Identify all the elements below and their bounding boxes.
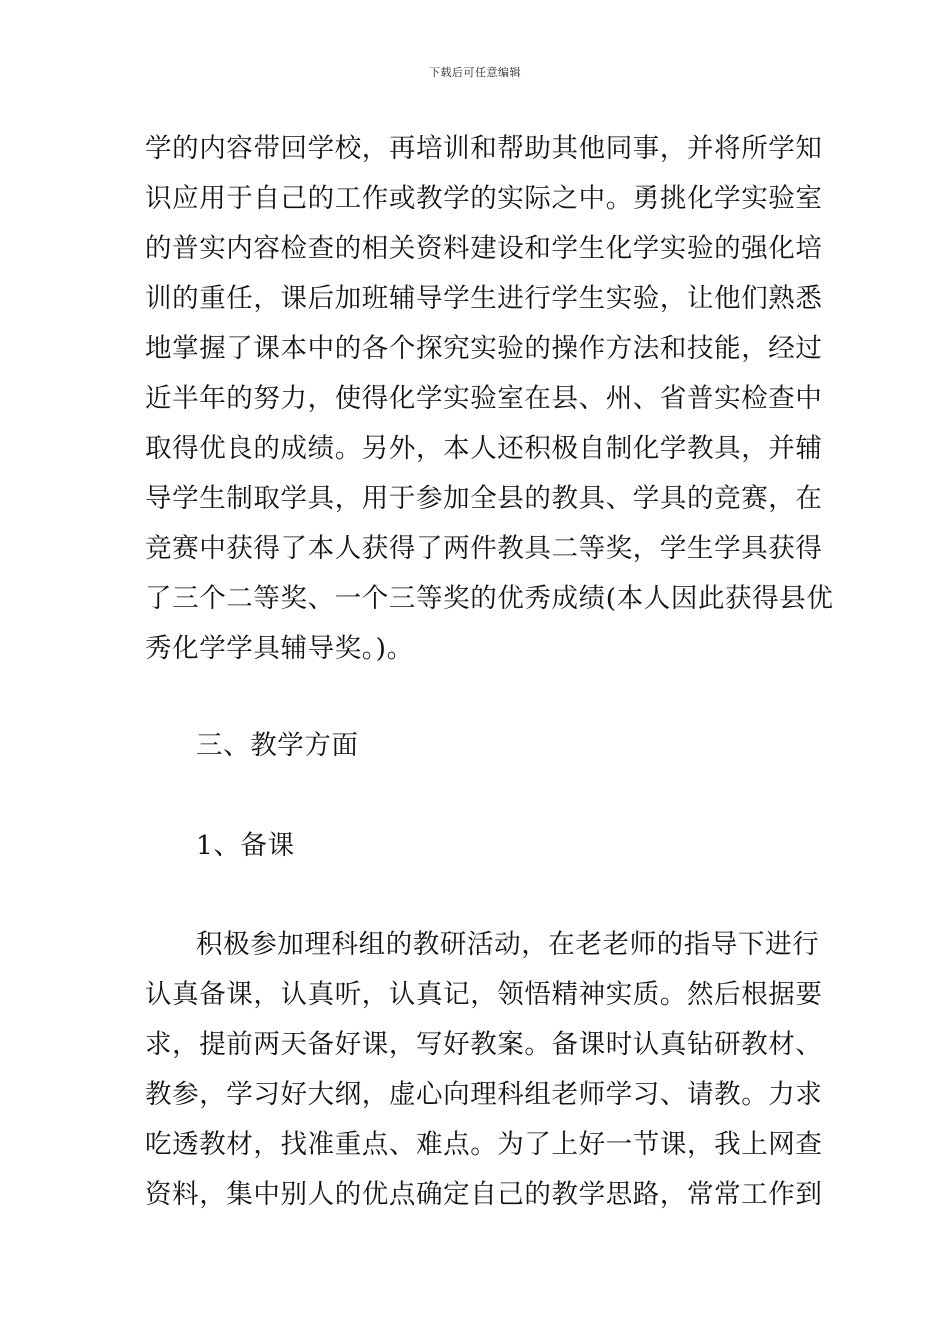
page-header: 下载后可任意编辑 [429, 66, 521, 79]
paragraph-line: 的普实内容检查的相关资料建设和学生化学实验的强化培 [145, 233, 823, 264]
paragraph-line: 认真备课，认真听，认真记，领悟精神实质。然后根据要 [145, 979, 823, 1010]
paragraph-line: 导学生制取学具，用于参加全县的教具、学具的竞赛，在 [145, 483, 823, 514]
paragraph-line: 积极参加理科组的教研活动，在老老师的指导下进行 [196, 929, 820, 960]
paragraph-line: 竞赛中获得了本人获得了两件教具二等奖，学生学具获得 [145, 533, 823, 564]
paragraph-line: 取得优良的成绩。另外，本人还积极自制化学教具，并辅 [145, 433, 823, 464]
paragraph-line: 教参，学习好大纲，虚心向理科组老师学习、请教。力求 [145, 1079, 823, 1110]
section-heading: 三、教学方面 [196, 730, 359, 761]
paragraph-line: 求，提前两天备好课，写好教案。备课时认真钻研教材、 [145, 1029, 823, 1060]
paragraph-line: 吃透教材，找准重点、难点。为了上好一节课，我上网查 [145, 1129, 823, 1160]
subsection-heading: 1、备课 [196, 830, 295, 861]
paragraph-line: 训的重任，课后加班辅导学生进行学生实验，让他们熟悉 [145, 283, 823, 314]
paragraph-line: 识应用于自己的工作或教学的实际之中。勇挑化学实验室 [145, 183, 823, 214]
paragraph-line: 了三个二等奖、一个三等奖的优秀成绩(本人因此获得县优 [145, 583, 834, 614]
paragraph-line: 地掌握了课本中的各个探究实验的操作方法和技能，经过 [145, 333, 823, 364]
paragraph-line: 资料，集中别人的优点确定自己的教学思路，常常工作到 [145, 1179, 823, 1210]
paragraph-line: 秀化学学具辅导奖。)。 [145, 633, 414, 664]
paragraph-line: 学的内容带回学校，再培训和帮助其他同事，并将所学知 [145, 133, 823, 164]
paragraph-line: 近半年的努力，使得化学实验室在县、州、省普实检查中 [145, 383, 823, 414]
